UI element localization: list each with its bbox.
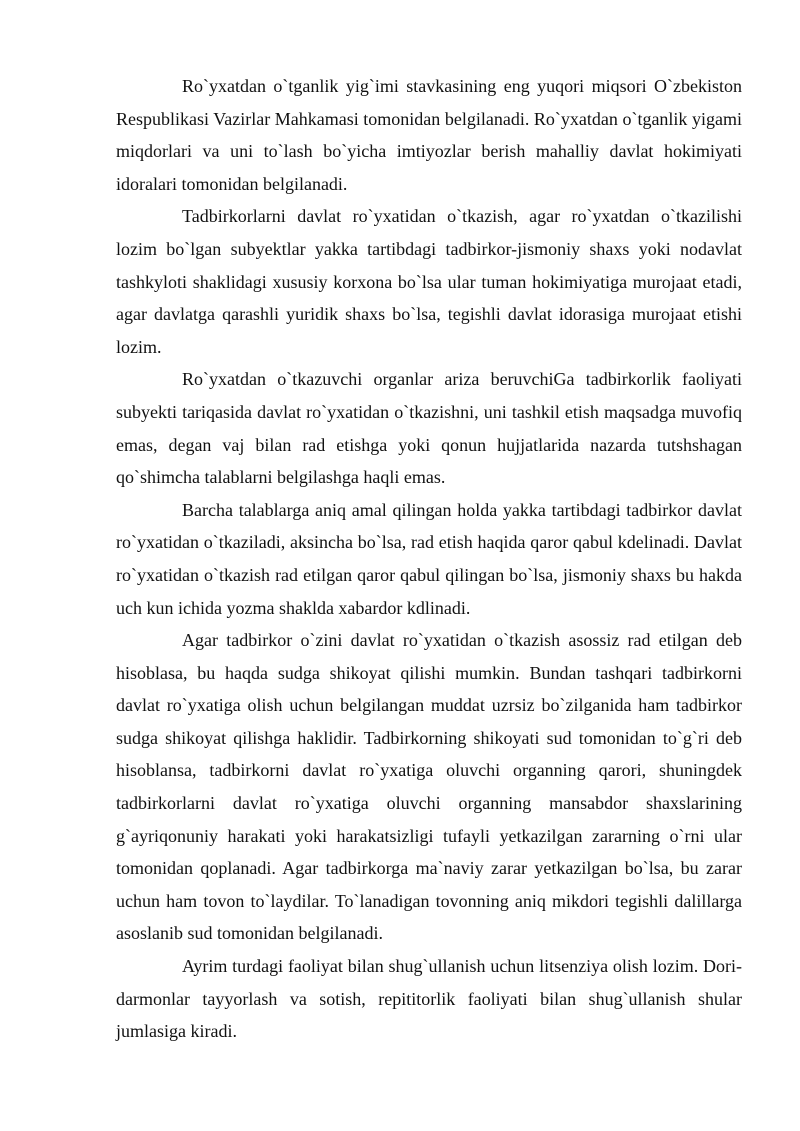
paragraph-2: Tadbirkorlarni davlat ro`yxatidan o`tkazish, agar ro`yxatdan o`tkazilishi lozim bo`lgan subyektlar yakka tartibdagi tadbirkor-jismoniy shaxs yoki nodavlat tashkyloti shaklidagi xususiy korxona bo`lsa ular tuman hokimiyatiga murojaat etadi, agar davlatga qarashli yuridik shaxs bo`lsa, tegishli davlat idorasiga murojaat etishi lozim. [116,206,742,357]
paragraph-5: Agar tadbirkor o`zini davlat ro`yxatidan o`tkazish asossiz rad etilgan deb hisoblasa, bu haqda sudga shikoyat qilishi mumkin. Bundan tashqari tadbirkorni davlat ro`yxatiga olish uchun belgilangan muddat uzrsiz bo`zilganida ham tadbirkor sudga shikoyat qilishga haklidir. Tadbirkorning shikoyati sud tomonidan to`g`ri deb hisoblansa, tadbirkorni davlat ro`yxatiga oluvchi organning qarori, shuningdek tadbirkorlarni davlat ro`yxatiga oluvchi organning mansabdor shaxslarining g`ayriqonuniy harakati yoki harakatsizligi tufayli yetkazilgan zararning o`rni ular tomonidan qoplanadi. Agar tadbirkorga ma`naviy zarar yetkazilgan bo`lsa, bu zarar uchun ham tovon to`laydilar. To`lanadigan tovonning aniq mikdori tegishli dalillarga asoslanib sud tomonidan belgilanadi. [116,630,742,944]
paragraph-1: Ro`yxatdan o`tganlik yig`imi stavkasining eng yuqori miqsori O`zbekiston Respublikasi Vazirlar Mahkamasi tomonidan belgilanadi. Ro`yxatdan o`tganlik yigami miqdorlari va uni to`lash bo`yicha imtiyozlar berish mahalliy davlat hokimiyati idoralari tomonidan belgilanadi. [116,76,742,194]
paragraph-4: Barcha talablarga aniq amal qilingan holda yakka tartibdagi tadbirkor davlat ro`yxatidan o`tkaziladi, aksincha bo`lsa, rad etish haqida qaror qabul kdelinadi. Davlat ro`yxatidan o`tkazish rad etilgan qaror qabul qilingan bo`lsa, jismoniy shaxs bu hakda uch kun ichida yozma shaklda xabardor kdlinadi. [116,499,742,618]
paragraph-3: Ro`yxatdan o`tkazuvchi organlar ariza beruvchiGa tadbirkorlik faoliyati subyekti tariqasida davlat ro`yxatidan o`tkazishni, uni tashkil etish maqsadga muvofiq emas, degan vaj bilan rad etishga yoki qonun hujjatlarida nazarda tutshshagan qo`shimcha talablarni belgilashga haqli emas. [116,369,742,488]
paragraph-6: Ayrim turdagi faoliyat bilan shug`ullanish uchun litsenziya olish lozim. Dori-darmonlar tayyorlash va sotish, repititorlik faoliyati bilan shug`ullanish shular jumlasiga kiradi. [116,956,742,1042]
document-page [116,70,742,1048]
